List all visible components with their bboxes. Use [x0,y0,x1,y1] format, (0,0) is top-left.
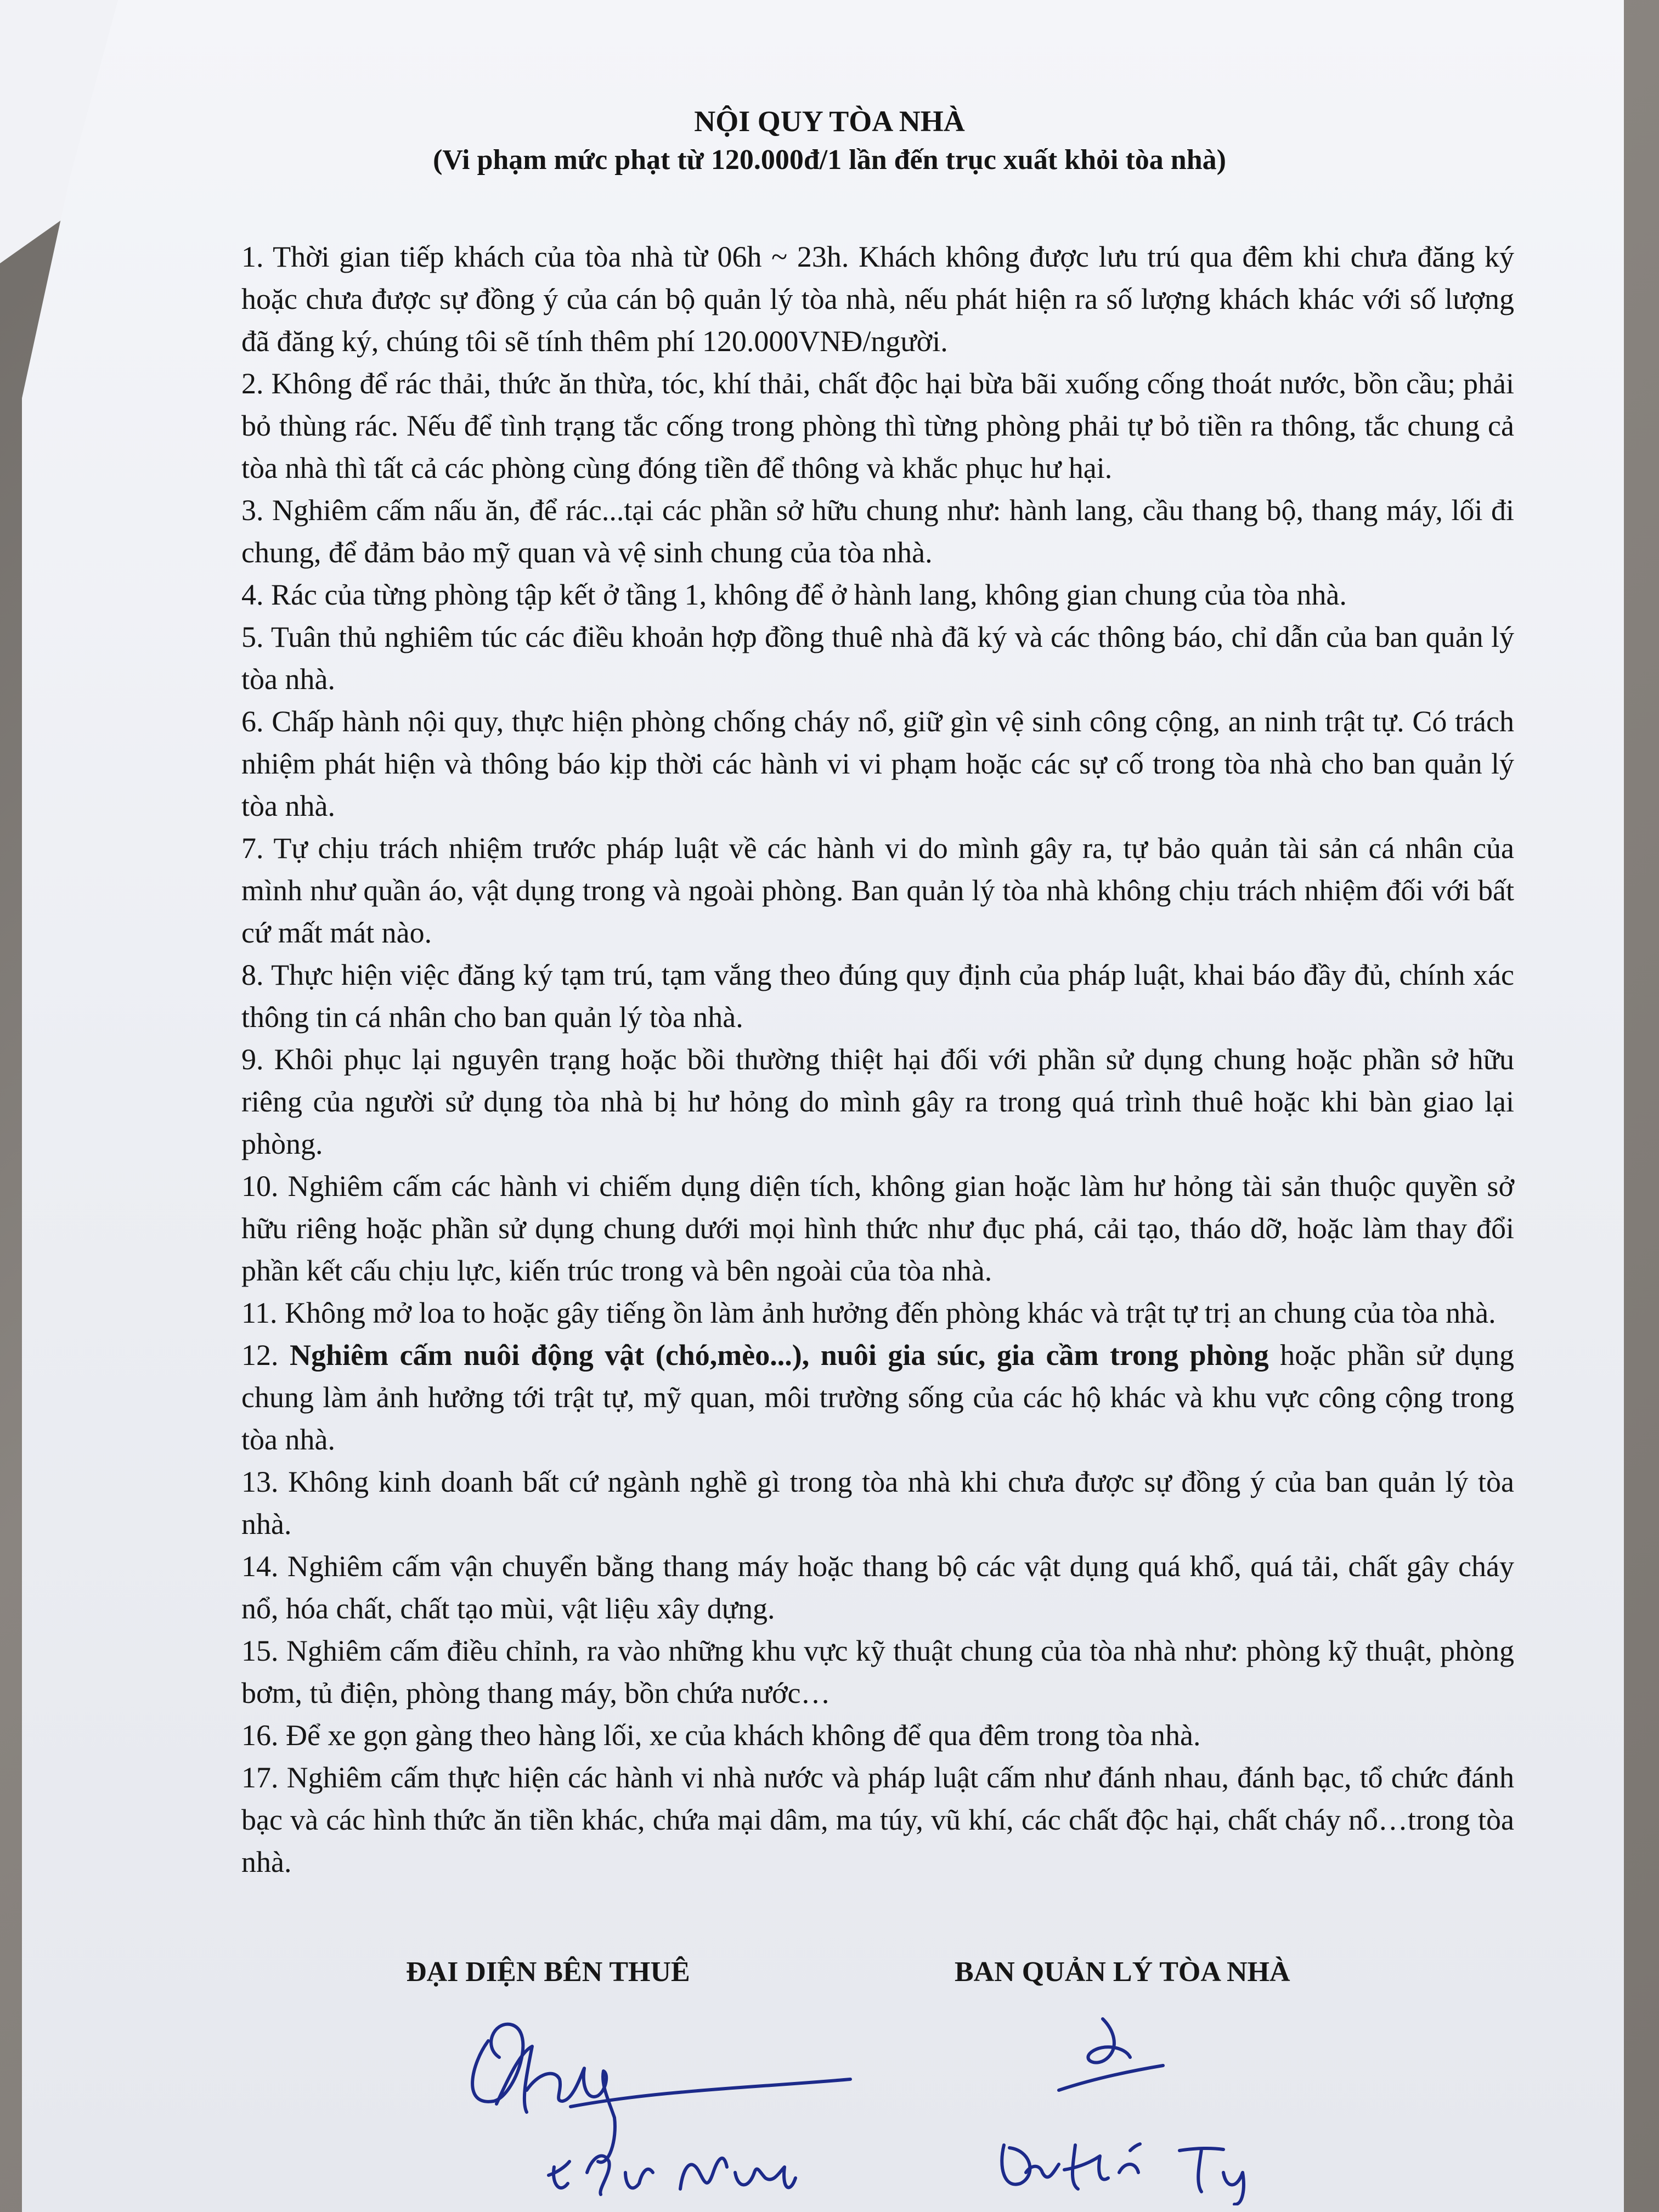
rule-item-6: 6. Chấp hành nội quy, thực hiện phòng chống cháy nổ, giữ gìn vệ sinh công cộng, an ninh trật tự. Có trách nhiệm phát hiện và thông báo kịp thời các hành vi vi phạm hoặc các sự cố trong tòa nhà cho ban quản lý tòa nhà. [241,705,1514,822]
rule-item-10: 10. Nghiêm cấm các hành vi chiếm dụng diện tích, không gian hoặc làm hư hỏng tài sản thuộc quyền sở hữu riêng hoặc phần sử dụng chung dưới mọi hình thức như đục phá, cải tạo, tháo dỡ, hoặc làm thay đổi phần kết cấu chịu lực, kiến trúc trong và bên ngoài của tòa nhà. [241,1170,1514,1287]
management-signature [966,2008,1306,2205]
rule-item-14: 14. Nghiêm cấm vận chuyển bằng thang máy hoặc thang bộ các vật dụng quá khổ, quá tải, chất gây cháy nổ, hóa chất, chất tạo mùi, vật liệu xây dựng. [241,1550,1514,1625]
rule-item-4: 4. Rác của từng phòng tập kết ở tầng 1, không để ở hành lang, không gian chung của tòa nhà. [241,578,1347,611]
rule-item-13: 13. Không kinh doanh bất cứ ngành nghề gì trong tòa nhà khi chưa được sự đồng ý của ban quản lý tòa nhà. [241,1465,1514,1541]
rule-item-15: 15. Nghiêm cấm điều chỉnh, ra vào những khu vực kỹ thuật chung của tòa nhà như: phòng kỹ thuật, phòng bơm, tủ điện, phòng thang máy, bồn chứa nước… [241,1634,1514,1709]
tenant-signature [450,2008,900,2205]
rule-item-12 [241,1334,1514,1461]
rule-12-number: 12. [241,1339,290,1372]
rule-item-16: 16. Để xe gọn gàng theo hàng lối, xe của khách không để qua đêm trong tòa nhà. [241,1719,1201,1752]
rule-item-2: 2. Không để rác thải, thức ăn thừa, tóc, khí thải, chất độc hại bừa bãi xuống cống thoát nước, bồn cầu; phải bỏ thùng rác. Nếu để tình trạng tắc cống trong phòng thì từng phòng phải tự bỏ tiền ra thông, tắc chung cả tòa nhà thì tất cả các phòng cùng đóng tiền để thông và khắc phục hư hại. [241,367,1514,484]
rule-item-17: 17. Nghiêm cấm thực hiện các hành vi nhà nước và pháp luật cấm như đánh nhau, đánh bạc, tổ chức đánh bạc và các hình thức ăn tiền khác, chứa mại dâm, ma túy, vũ khí, các chất độc hại, chất cháy nổ…trong tòa nhà. [241,1761,1514,1878]
document-subtitle: (Vi phạm mức phạt từ 120.000đ/1 lần đến trục xuất khỏi tòa nhà) [433,144,1226,176]
rule-item-5: 5. Tuân thủ nghiêm túc các điều khoản hợp đồng thuê nhà đã ký và các thông báo, chỉ dẫn của ban quản lý tòa nhà. [241,620,1514,696]
tenant-signature-heading: ĐẠI DIỆN BÊN THUÊ [406,1956,690,1988]
rule-12-text: hoặc phần sử dụng chung làm ảnh hưởng tới trật tự, mỹ quan, môi trường sống của các hộ khác và khu vực công cộng trong tòa nhà. [241,1339,1515,1456]
rule-item-1: 1. Thời gian tiếp khách của tòa nhà từ 06h ~ 23h. Khách không được lưu trú qua đêm khi chưa đăng ký hoặc chưa được sự đồng ý của cán bộ quản lý tòa nhà, nếu phát hiện ra số lượng khách khác với số lượng đã đăng ký, chúng tôi sẽ tính thêm phí 120.000VNĐ/người. [241,240,1514,358]
rules-list [241,236,1514,1883]
management-signature-heading: BAN QUẢN LÝ TÒA NHÀ [955,1956,1290,1988]
document-title: NỘI QUY TÒA NHÀ [694,105,965,138]
rule-item-7: 7. Tự chịu trách nhiệm trước pháp luật về các hành vi do mình gây ra, tự bảo quản tài sản cá nhân của mình như quần áo, vật dụng trong và ngoài phòng. Ban quản lý tòa nhà không chịu trách nhiệm đối với bất cứ mất mát nào. [241,832,1514,949]
rule-item-3: 3. Nghiêm cấm nấu ăn, để rác...tại các phần sở hữu chung như: hành lang, cầu thang bộ, thang máy, lối đi chung, để đảm bảo mỹ quan và vệ sinh chung của tòa nhà. [241,494,1514,569]
rule-12-emphasis: Nghiêm cấm nuôi động vật (chó,mèo...), nuôi gia súc, gia cầm trong phòng [290,1339,1269,1372]
rule-item-11: 11. Không mở loa to hoặc gây tiếng ồn làm ảnh hưởng đến phòng khác và trật tự trị an chung của tòa nhà. [241,1296,1496,1329]
rule-item-9: 9. Khôi phục lại nguyên trạng hoặc bồi thường thiệt hại đối với phần sử dụng chung hoặc phần sở hữu riêng của người sử dụng tòa nhà bị hư hỏng do mình gây ra trong quá trình thuê hoặc khi bàn giao lại phòng. [241,1043,1514,1160]
rule-item-8: 8. Thực hiện việc đăng ký tạm trú, tạm vắng theo đúng quy định của pháp luật, khai báo đầy đủ, chính xác thông tin cá nhân cho ban quản lý tòa nhà. [241,958,1514,1034]
